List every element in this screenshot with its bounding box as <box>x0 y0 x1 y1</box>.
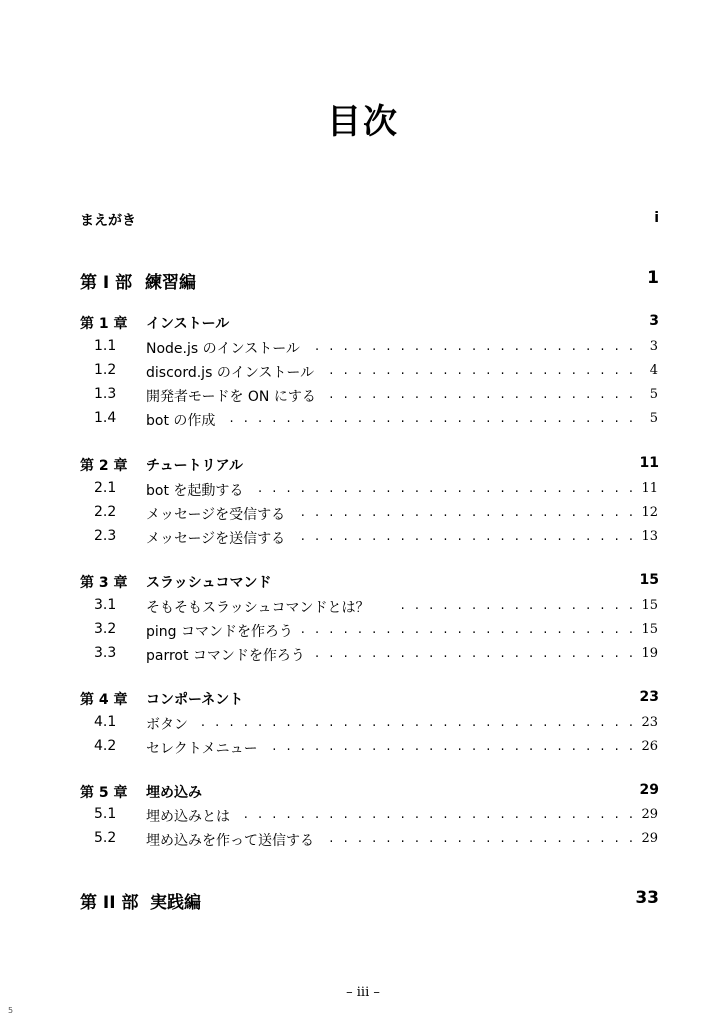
section-page: 26 <box>641 739 658 754</box>
section-page: 15 <box>641 622 658 637</box>
chapter-2-title: チュートリアル <box>146 458 244 474</box>
section-page: 29 <box>641 831 658 846</box>
section-title: メッセージを受信する <box>146 507 286 523</box>
chapter-2-number: 第 2 章 <box>80 458 128 474</box>
section-title: bot を起動する <box>146 483 244 499</box>
leader-dots <box>225 411 636 427</box>
leader-dots <box>308 646 636 662</box>
section-number: 5.1 <box>94 806 117 822</box>
section-number: 2.2 <box>94 504 117 520</box>
leader-dots <box>328 387 636 403</box>
part-2-title: 実践編 <box>150 893 201 913</box>
section-number: 1.1 <box>94 338 117 354</box>
section-title: discord.js のインストール <box>146 365 315 381</box>
section-number: 2.3 <box>94 528 117 544</box>
section-title: 埋め込みとは <box>146 809 230 825</box>
section-number: 4.2 <box>94 738 117 754</box>
chapter-1-page: 3 <box>649 313 659 329</box>
leader-dots <box>308 339 636 355</box>
part-2-number: 第 II 部 <box>80 893 139 913</box>
section-page: 13 <box>641 529 658 544</box>
section-title: セレクトメニュー <box>146 741 258 757</box>
section-page: 23 <box>641 715 658 730</box>
section-number: 3.3 <box>94 645 117 661</box>
page-footer: – iii – <box>346 985 380 1000</box>
section-page: 15 <box>641 598 658 613</box>
section-title: メッセージを送信する <box>146 531 286 547</box>
part-1-title: 練習編 <box>145 273 196 293</box>
section-title: parrot コマンドを作ろう <box>146 648 305 664</box>
chapter-2-page: 11 <box>639 455 659 471</box>
part-1-number: 第 I 部 <box>80 273 133 293</box>
leader-dots <box>270 739 636 755</box>
chapter-1-number: 第 1 章 <box>80 316 128 332</box>
chapter-3-number: 第 3 章 <box>80 575 128 591</box>
leader-dots <box>325 363 636 379</box>
section-title: そもそもスラッシュコマンドとは？ <box>146 600 370 616</box>
section-page: 5 <box>649 387 658 402</box>
leader-dots <box>298 622 636 638</box>
leader-dots <box>248 481 636 497</box>
section-number: 5.2 <box>94 830 117 846</box>
chapter-5-title: 埋め込み <box>146 785 202 801</box>
part-2-page: 33 <box>635 888 659 908</box>
section-page: 29 <box>641 807 658 822</box>
section-number: 1.3 <box>94 386 117 402</box>
section-number: 4.1 <box>94 714 117 730</box>
chapter-3-title: スラッシュコマンド <box>146 575 272 591</box>
section-number: 3.2 <box>94 621 117 637</box>
section-title: ボタン <box>146 717 188 733</box>
section-title: ping コマンドを作ろう <box>146 624 293 640</box>
chapter-3-page: 15 <box>639 572 659 588</box>
leader-dots <box>392 598 636 614</box>
leader-dots <box>296 529 636 545</box>
section-page: 11 <box>641 481 658 496</box>
preface-page: i <box>654 210 659 226</box>
chapter-4-page: 23 <box>639 689 659 705</box>
chapter-5-number: 第 5 章 <box>80 785 128 801</box>
section-page: 19 <box>641 646 658 661</box>
section-page: 12 <box>641 505 658 520</box>
part-1-page: 1 <box>647 268 659 288</box>
section-title: 開発者モードを ON にする <box>146 389 316 405</box>
section-number: 2.1 <box>94 480 117 496</box>
leader-dots <box>200 715 636 731</box>
leader-dots <box>296 505 636 521</box>
leader-dots <box>240 807 636 823</box>
section-number: 3.1 <box>94 597 117 613</box>
section-number: 1.4 <box>94 410 117 426</box>
page-title: 目次 <box>327 102 399 142</box>
chapter-1-title: インストール <box>146 316 230 332</box>
corner-mark: 5 <box>8 1006 14 1015</box>
section-page: 3 <box>649 339 658 354</box>
section-page: 5 <box>649 411 658 426</box>
leader-dots <box>320 831 636 847</box>
chapter-5-page: 29 <box>639 782 659 798</box>
chapter-4-title: コンポーネント <box>146 692 244 708</box>
section-page: 4 <box>649 363 658 378</box>
section-title: 埋め込みを作って送信する <box>146 833 314 849</box>
section-title: bot の作成 <box>146 413 216 429</box>
chapter-4-number: 第 4 章 <box>80 692 128 708</box>
section-title: Node.js のインストール <box>146 341 300 357</box>
preface-label: まえがき <box>80 213 136 229</box>
section-number: 1.2 <box>94 362 117 378</box>
